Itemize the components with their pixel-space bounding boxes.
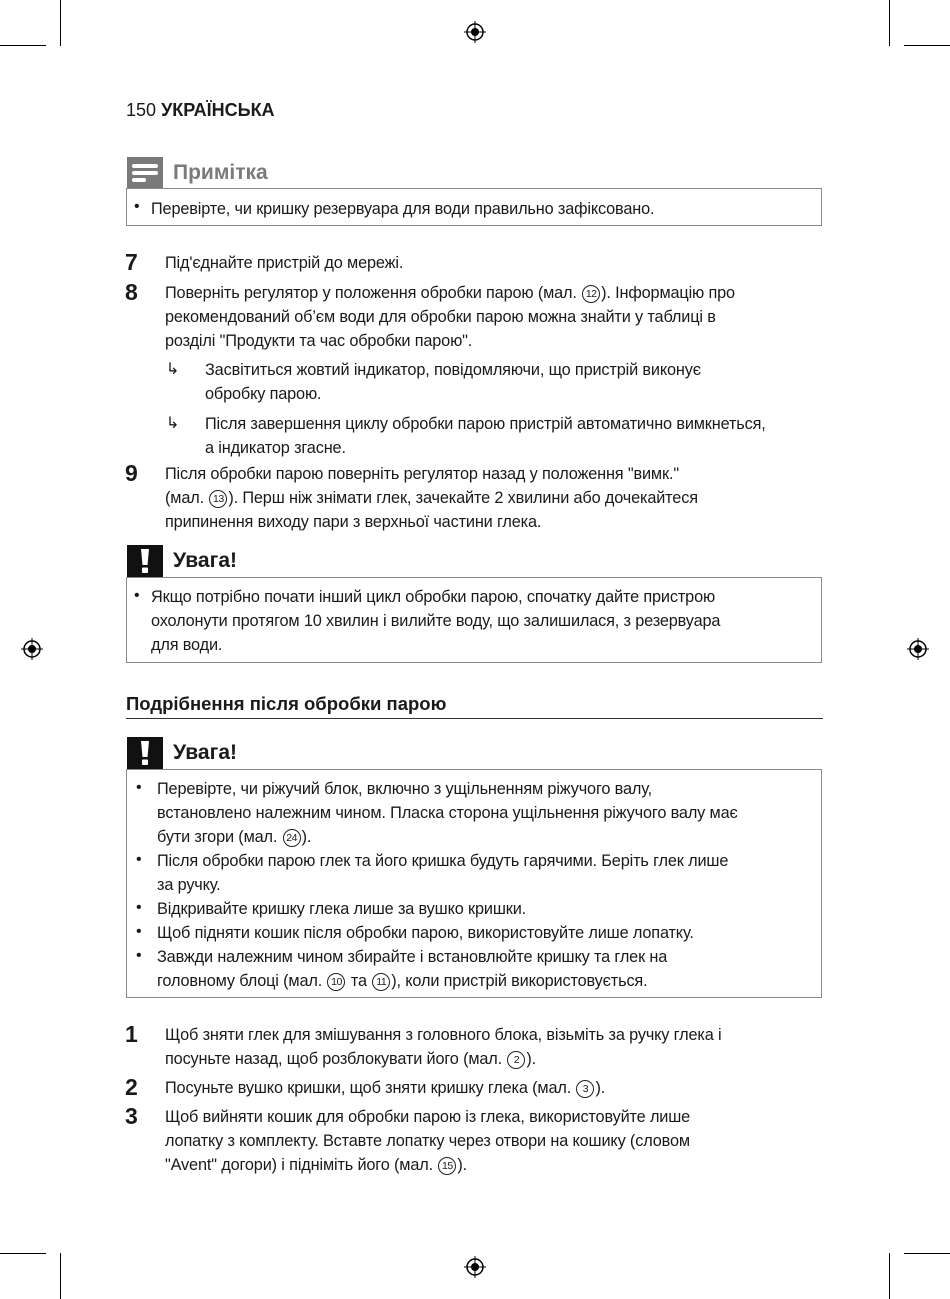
text-segment: ). Інформацію про	[601, 284, 735, 302]
section-heading: Подрібнення після обробки парою	[126, 693, 823, 719]
step-number: 8	[125, 279, 138, 305]
step-text	[165, 462, 698, 534]
step-number: 9	[125, 460, 138, 486]
figure-reference: 2	[507, 1051, 525, 1069]
bullet: •	[136, 947, 142, 964]
result-arrow-icon: ↳	[166, 415, 180, 432]
bullet: •	[136, 899, 142, 916]
text-line	[157, 945, 667, 969]
text-line	[165, 1076, 605, 1100]
text-segment: Після обробки парою глек та його кришка будуть гарячими. Беріть глек лише	[157, 852, 729, 870]
text-segment: ).	[526, 1050, 537, 1068]
exclamation-icon	[127, 545, 163, 577]
text-segment: а індикатор згасне.	[205, 439, 346, 457]
text-segment: Якщо потрібно почати інший цикл обробки парою, спочатку дайте пристрою	[151, 588, 716, 606]
note-lines-icon	[127, 157, 163, 189]
text-segment: Засвітиться жовтий індикатор, повідомляючи, що пристрій виконує	[205, 361, 701, 379]
text-segment: ).	[595, 1079, 606, 1097]
text-segment: Завжди належним чином збирайте і встановлюйте кришку та глек на	[157, 948, 668, 966]
text-line	[157, 969, 667, 993]
figure-reference: 11	[372, 973, 390, 991]
crop-mark	[904, 45, 950, 46]
text-line	[151, 633, 720, 657]
step-text	[165, 1023, 721, 1071]
registration-mark-icon	[464, 1256, 486, 1278]
warning-item	[157, 921, 694, 945]
text-line	[157, 801, 738, 825]
text-segment: "Avent" догори) і підніміть його (мал.	[165, 1156, 438, 1174]
text-line	[151, 585, 720, 609]
warning-title: Увага!	[173, 549, 237, 572]
crop-mark	[60, 0, 61, 46]
exclamation-icon	[127, 737, 163, 769]
text-line	[157, 825, 738, 849]
crop-mark	[889, 0, 890, 46]
step-text	[165, 251, 403, 275]
text-segment: Перевірте, чи кришку резервуара для води правильно зафіксовано.	[151, 200, 655, 218]
warning-title: Увага!	[173, 741, 237, 764]
figure-reference: 13	[209, 490, 227, 508]
text-line	[157, 873, 728, 897]
text-line	[205, 382, 701, 406]
text-line	[165, 486, 698, 510]
figure-reference: 10	[327, 973, 345, 991]
step-number: 1	[125, 1021, 138, 1047]
figure-reference: 12	[582, 285, 600, 303]
text-segment: рекомендований об’єм води для обробки парою можна знайти у таблиці в	[165, 308, 716, 326]
crop-mark	[0, 45, 46, 46]
text-segment: ).	[301, 828, 312, 846]
text-line	[165, 1153, 690, 1177]
page-header	[126, 100, 275, 121]
text-segment: лопатку з комплекту. Вставте лопатку через отвори на кошику (словом	[165, 1132, 690, 1150]
registration-mark-icon	[21, 638, 43, 660]
text-line	[157, 777, 738, 801]
step-text	[165, 281, 735, 353]
step-number: 3	[125, 1103, 138, 1129]
text-segment: ). Перш ніж знімати глек, зачекайте 2 хвилини або дочекайтеся	[228, 489, 698, 507]
bullet: •	[136, 923, 142, 940]
warning-header	[127, 545, 237, 577]
warning-item	[157, 945, 667, 993]
text-line	[165, 1023, 721, 1047]
text-segment: ).	[457, 1156, 467, 1174]
text-segment: припинення виходу пари з верхньої частини глека.	[165, 513, 542, 531]
text-segment: розділі "Продукти та час обробки парою".	[165, 332, 473, 350]
text-segment: головному блоці (мал.	[157, 972, 327, 990]
text-segment: бути згори (мал.	[157, 828, 282, 846]
crop-mark	[904, 1253, 950, 1254]
text-line	[151, 609, 720, 633]
text-line	[205, 412, 766, 436]
text-segment: Після завершення циклу обробки парою пристрій автоматично вимкнеться,	[205, 415, 766, 433]
text-segment: посуньте назад, щоб розблокувати його (мал.	[165, 1050, 507, 1068]
figure-reference: 3	[576, 1080, 594, 1098]
text-line	[165, 329, 735, 353]
text-line	[165, 251, 403, 275]
text-segment: Під'єднайте пристрій до мережі.	[165, 254, 404, 272]
text-line	[165, 1105, 690, 1129]
figure-reference: 15	[438, 1157, 456, 1175]
text-segment: для води.	[151, 636, 223, 654]
text-segment: та	[346, 972, 372, 990]
step-text	[165, 1076, 605, 1100]
text-segment: Щоб зняти глек для змішування з головного блока, візьміть за ручку глека і	[165, 1026, 722, 1044]
text-segment: Після обробки парою поверніть регулятор назад у положення "вимк."	[165, 465, 679, 483]
warning-text	[151, 585, 720, 657]
text-line	[165, 510, 698, 534]
note-title: Примітка	[173, 161, 268, 184]
warning-header	[127, 737, 237, 769]
bullet: •	[134, 198, 140, 215]
bullet: •	[136, 851, 142, 868]
text-segment: Щоб вийняти кошик для обробки парою із глека, використовуйте лише	[165, 1108, 691, 1126]
text-segment: (мал.	[165, 489, 209, 507]
text-line	[205, 358, 701, 382]
result-arrow-icon: ↳	[166, 361, 180, 378]
text-line	[205, 436, 766, 460]
text-segment: Відкривайте кришку глека лише за вушко кришки.	[157, 900, 527, 918]
language-label: УКРАЇНСЬКА	[161, 100, 275, 120]
text-segment: за ручку.	[157, 876, 221, 894]
text-line	[165, 305, 735, 329]
text-line	[165, 462, 698, 486]
text-segment: Перевірте, чи ріжучий блок, включно з ущільненням ріжучого валу,	[157, 780, 652, 798]
registration-mark-icon	[907, 638, 929, 660]
text-line	[165, 1129, 690, 1153]
step-number: 2	[125, 1074, 138, 1100]
warning-item	[157, 849, 728, 897]
text-segment: Поверніть регулятор у положення обробки парою (мал.	[165, 284, 582, 302]
registration-mark-icon	[464, 21, 486, 43]
text-line	[157, 849, 728, 873]
text-segment: обробку парою.	[205, 385, 322, 403]
text-segment: охолонути протягом 10 хвилин і вилийте воду, що залишилася, з резервуара	[151, 612, 721, 630]
warning-item	[157, 777, 738, 849]
text-line	[151, 197, 654, 221]
result-text	[205, 358, 701, 406]
crop-mark	[60, 1253, 61, 1299]
text-segment: встановлено належним чином. Пласка сторона ущільнення ріжучого валу має	[157, 804, 738, 822]
text-segment: Щоб підняти кошик після обробки парою, використовуйте лише лопатку.	[157, 924, 694, 942]
warning-item	[157, 897, 526, 921]
text-segment: ), коли пристрій використовується.	[391, 972, 648, 990]
page-number: 150	[126, 100, 157, 120]
step-number: 7	[125, 249, 138, 275]
step-text	[165, 1105, 690, 1177]
crop-mark	[0, 1253, 46, 1254]
text-line	[165, 281, 735, 305]
text-segment: Посуньте вушко кришки, щоб зняти кришку глека (мал.	[165, 1079, 576, 1097]
note-header	[127, 157, 268, 189]
text-line	[157, 921, 694, 945]
note-text	[151, 197, 654, 221]
crop-mark	[889, 1253, 890, 1299]
figure-reference: 24	[283, 829, 301, 847]
bullet: •	[136, 779, 142, 796]
result-text	[205, 412, 766, 460]
text-line	[165, 1047, 721, 1071]
text-line	[157, 897, 526, 921]
bullet: •	[134, 587, 140, 604]
